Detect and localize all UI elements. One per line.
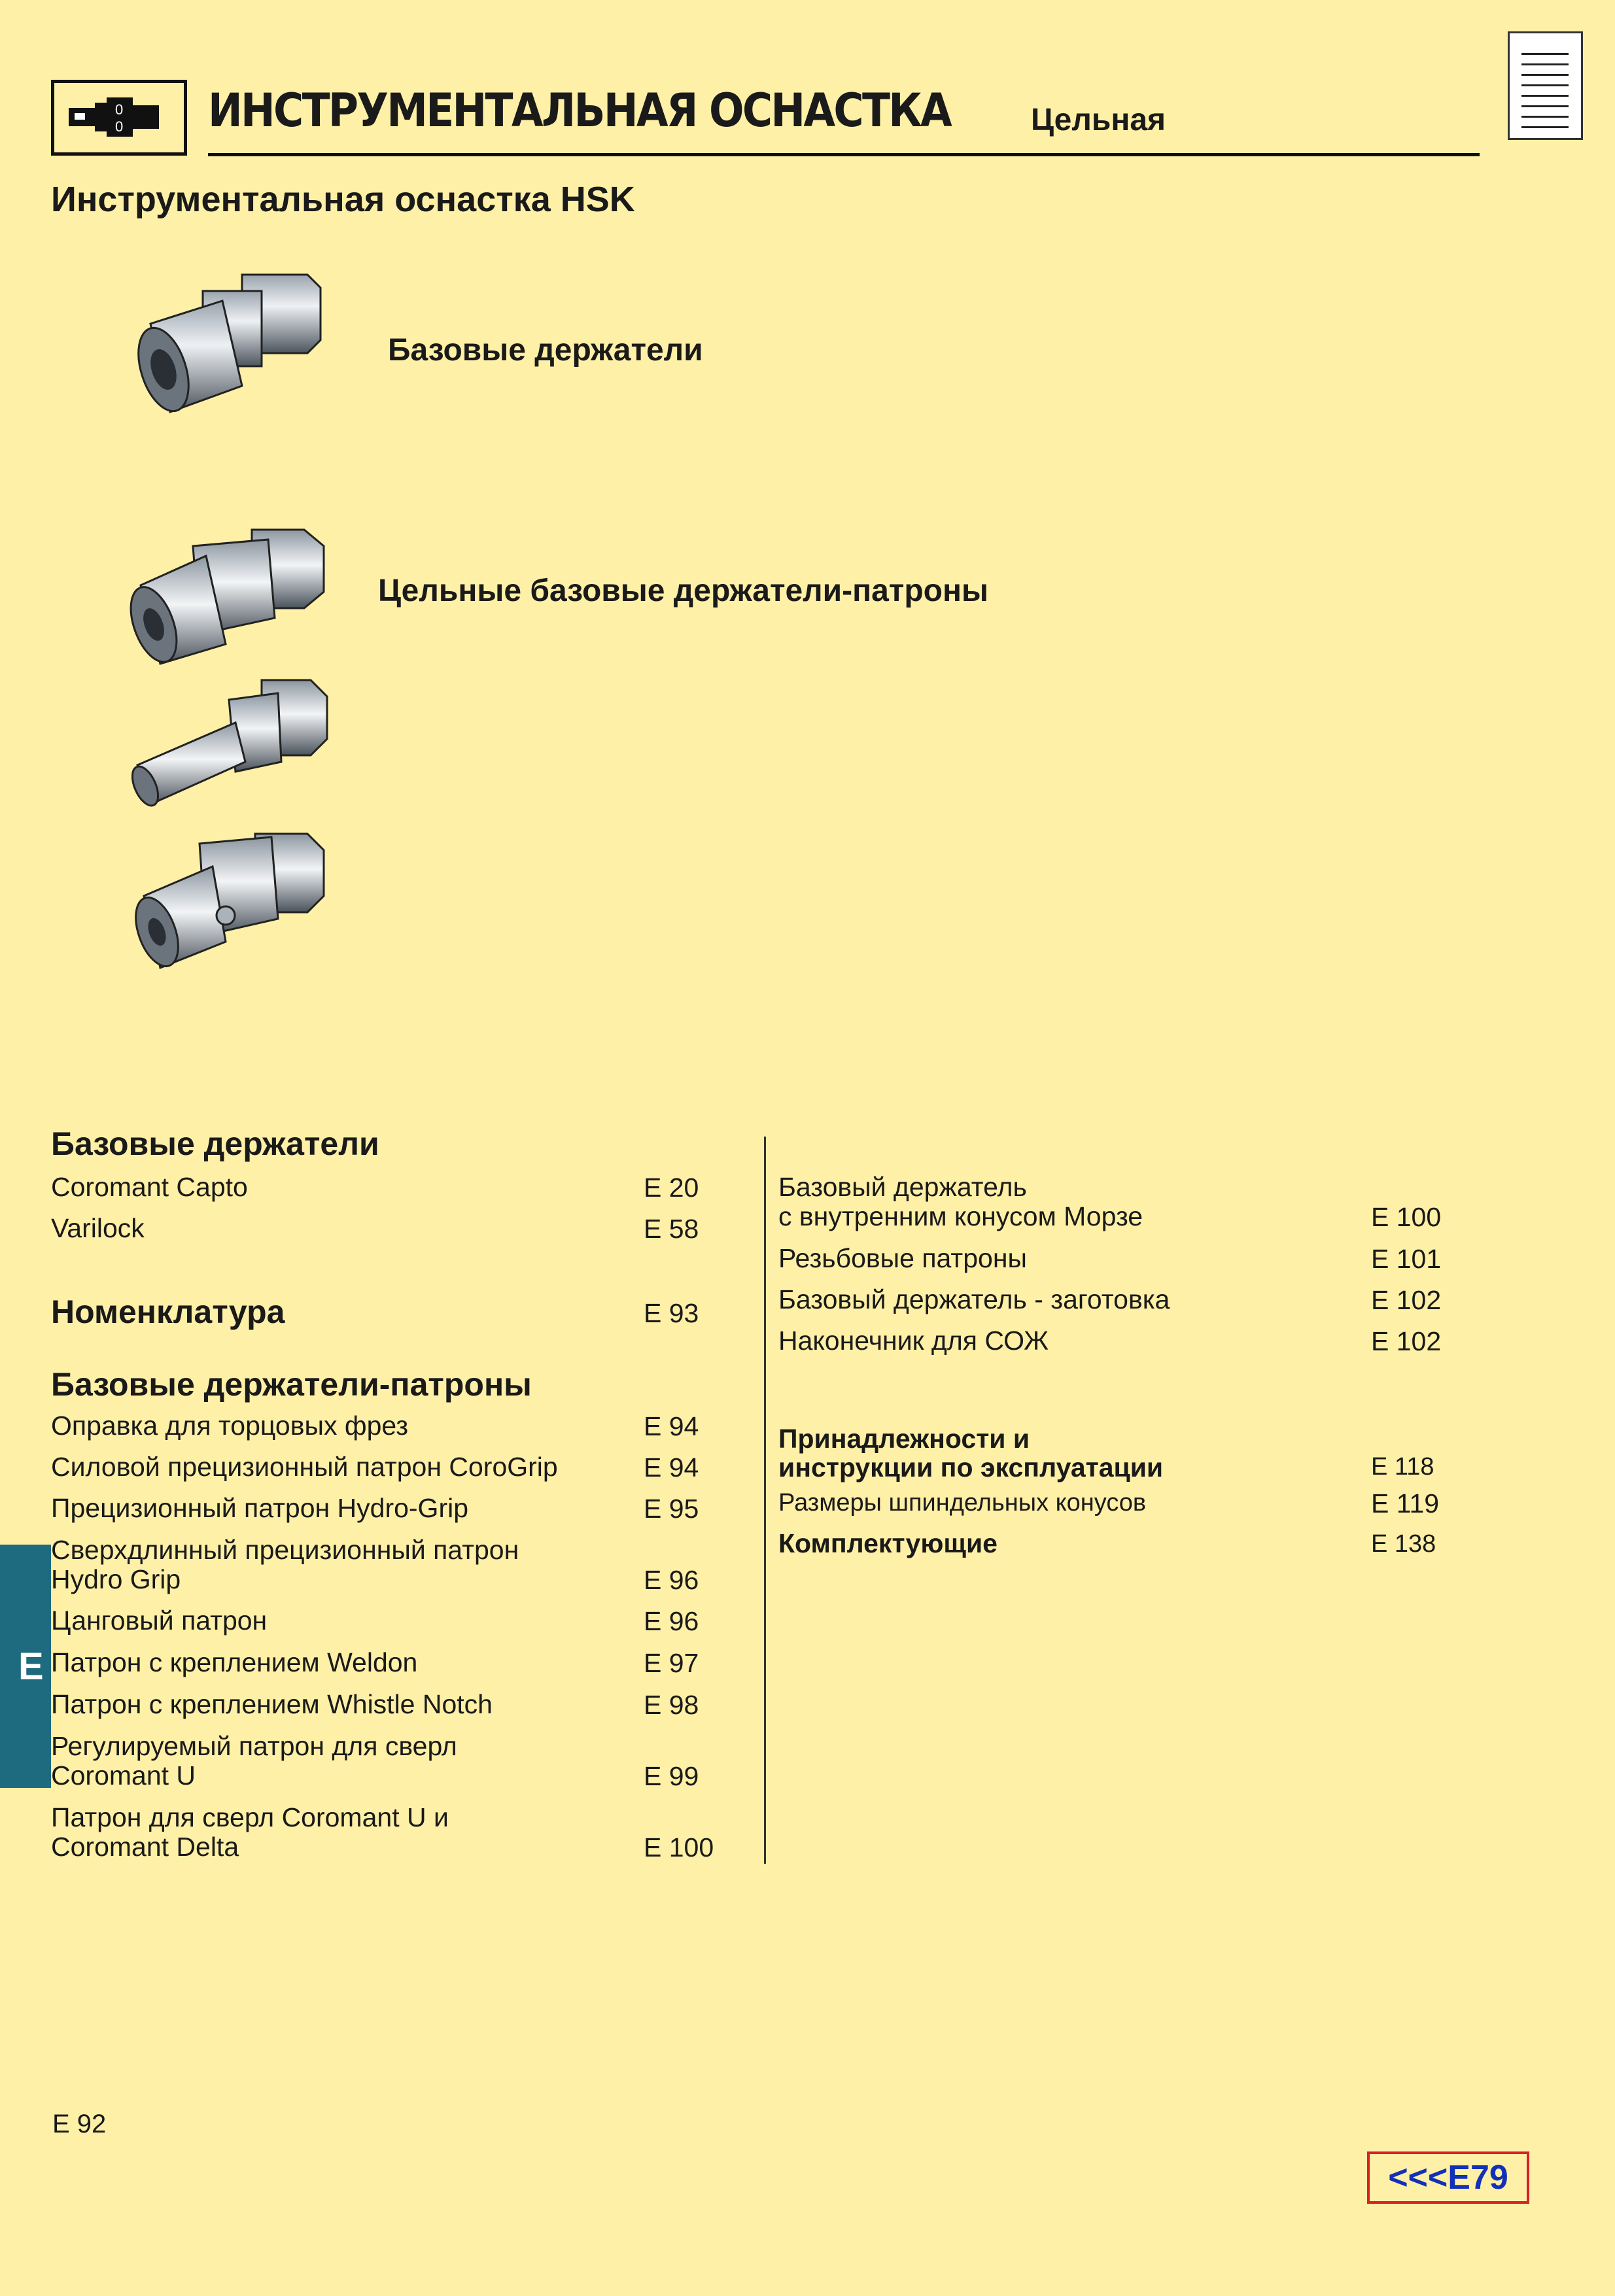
back-link[interactable]: <<<E79 bbox=[1367, 2151, 1529, 2204]
tool-caption-basic-holders: Базовые держатели bbox=[388, 333, 703, 368]
index-item[interactable]: Базовый держатель - заготовка bbox=[778, 1284, 1170, 1314]
index-page[interactable]: E 118 bbox=[1371, 1453, 1434, 1481]
tool-holder-icon bbox=[54, 83, 184, 152]
header-rule bbox=[208, 153, 1480, 156]
index-item-cont[interactable]: Coromant U bbox=[51, 1760, 196, 1791]
index-item-spindle[interactable]: Размеры шпиндельных конусов bbox=[778, 1489, 1147, 1516]
index-item[interactable]: Прецизионный патрон Hydro-Grip bbox=[51, 1493, 469, 1523]
index-heading-nomenclature[interactable]: Номенклатура bbox=[51, 1294, 285, 1330]
index-page[interactable]: E 98 bbox=[644, 1690, 699, 1720]
column-divider bbox=[764, 1137, 766, 1864]
index-page[interactable]: E 96 bbox=[644, 1565, 699, 1595]
index-page[interactable]: E 119 bbox=[1371, 1488, 1440, 1518]
index-item[interactable]: Силовой прецизионный патрон CoroGrip bbox=[51, 1452, 558, 1482]
chapter-tab-letter: E bbox=[18, 1645, 44, 1688]
hsk-basic-holder-icon bbox=[131, 262, 334, 432]
index-item[interactable]: Базовый держатель bbox=[778, 1172, 1027, 1202]
index-item-coromant-capto[interactable]: Coromant Capto bbox=[51, 1172, 248, 1202]
index-item[interactable]: Цанговый патрон bbox=[51, 1605, 268, 1636]
index-page[interactable]: E 102 bbox=[1371, 1326, 1442, 1356]
section-title: Инструментальная оснастка HSK bbox=[51, 180, 635, 219]
index-item[interactable]: Патрон с креплением Whistle Notch bbox=[51, 1689, 493, 1719]
index-item[interactable]: Резьбовые патроны bbox=[778, 1243, 1027, 1273]
index-page[interactable]: E 99 bbox=[644, 1761, 699, 1791]
index-item[interactable]: Патрон с креплением Weldon bbox=[51, 1647, 418, 1677]
index-page[interactable]: E 101 bbox=[1371, 1244, 1442, 1274]
index-item-cont[interactable]: с внутренним конусом Морзе bbox=[778, 1201, 1143, 1231]
page-title: ИНСТРУМЕНТАЛЬНАЯ ОСНАСТКА bbox=[208, 84, 951, 137]
index-item[interactable]: Регулируемый патрон для сверл bbox=[51, 1731, 457, 1761]
index-heading-basic-holders: Базовые держатели bbox=[51, 1125, 379, 1162]
index-page[interactable]: E 100 bbox=[1371, 1202, 1442, 1232]
index-page[interactable]: E 94 bbox=[644, 1452, 699, 1482]
index-heading-accessories[interactable]: Принадлежности и bbox=[778, 1424, 1030, 1454]
index-item[interactable]: Оправка для торцовых фрез bbox=[51, 1411, 409, 1441]
index-page[interactable]: E 138 bbox=[1371, 1530, 1436, 1558]
index-item-cont[interactable]: Hydro Grip bbox=[51, 1564, 181, 1594]
index-heading-accessories-cont[interactable]: инструкции по эксплуатации bbox=[778, 1452, 1164, 1482]
index-page[interactable]: E 96 bbox=[644, 1606, 699, 1636]
index-heading-solid-chucks: Базовые держатели-патроны bbox=[51, 1366, 532, 1403]
index-page[interactable]: E 100 bbox=[644, 1832, 714, 1862]
index-heading-components[interactable]: Комплектующие bbox=[778, 1528, 998, 1558]
index-page[interactable]: E 58 bbox=[644, 1214, 699, 1244]
hsk-chuck-icon-3 bbox=[128, 821, 330, 978]
tool-caption-solid-chucks: Цельные базовые держатели-патроны bbox=[378, 574, 988, 608]
index-page[interactable]: E 20 bbox=[644, 1173, 699, 1203]
index-page[interactable]: E 102 bbox=[1371, 1285, 1442, 1315]
index-page[interactable]: E 95 bbox=[644, 1494, 699, 1524]
index-item-cont[interactable]: Coromant Delta bbox=[51, 1832, 239, 1862]
hsk-chuck-icon-1 bbox=[128, 520, 330, 670]
svg-text:0: 0 bbox=[115, 118, 124, 135]
index-item[interactable]: Патрон для сверл Coromant U и bbox=[51, 1802, 449, 1832]
index-page[interactable]: E 93 bbox=[644, 1298, 699, 1328]
index-page[interactable]: E 94 bbox=[644, 1411, 699, 1441]
section-logo bbox=[51, 80, 187, 156]
page-number: E 92 bbox=[52, 2110, 107, 2138]
hsk-chuck-icon-2 bbox=[131, 674, 334, 817]
index-page[interactable]: E 97 bbox=[644, 1648, 699, 1678]
index-item[interactable]: Сверхдлинный прецизионный патрон bbox=[51, 1535, 519, 1565]
page-subtitle: Цельная bbox=[1031, 103, 1166, 137]
index-item[interactable]: Наконечник для СОЖ bbox=[778, 1326, 1049, 1356]
document-icon[interactable] bbox=[1508, 31, 1583, 140]
svg-text:0: 0 bbox=[115, 101, 124, 118]
index-item-varilock[interactable]: Varilock bbox=[51, 1213, 145, 1243]
